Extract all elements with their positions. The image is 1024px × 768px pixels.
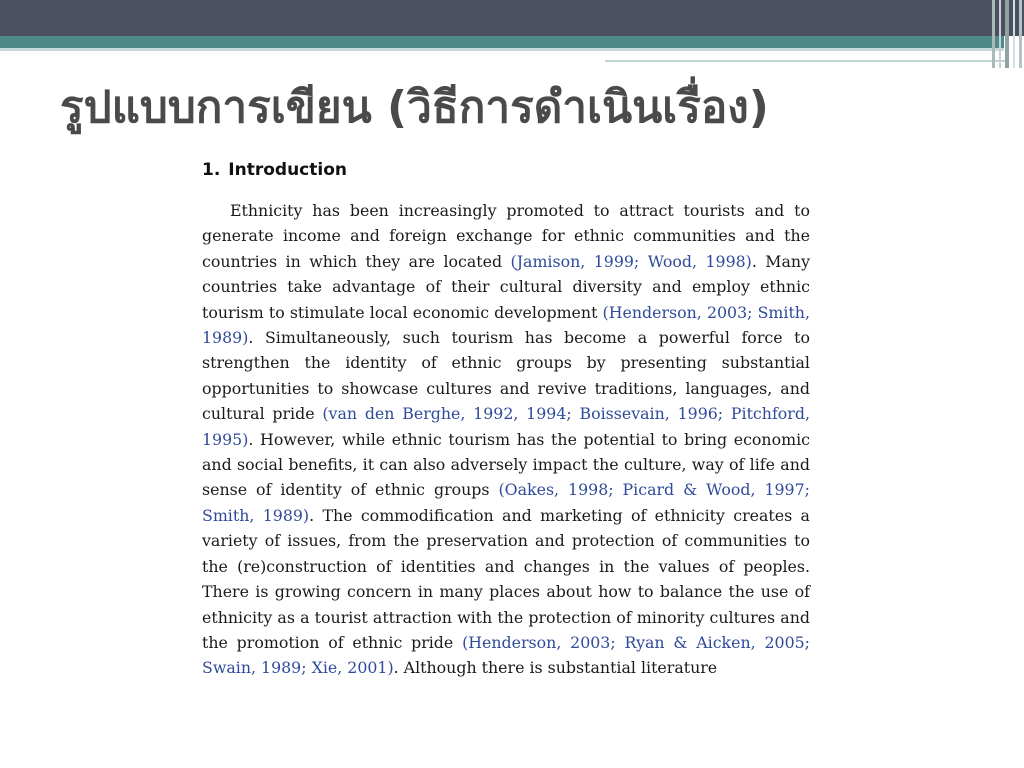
body-text-run: . Many countries take advantage of their cultural diversity and employ ethnic tourism to stimulate local economic development [202, 251, 811, 322]
intro-paragraph [202, 198, 810, 681]
slide-accent-line [0, 48, 1004, 51]
slide-accent-bar [0, 36, 1004, 48]
citation[interactable]: (Henderson, 2003; Ryan & Aicken, 2005; Swain, 1989; Xie, 2001) [202, 632, 810, 678]
section-heading [202, 160, 810, 180]
slide-accent-line-short [605, 60, 1005, 62]
body-text-run: Ethnicity has been increasingly promoted to attract tourists and to generate income and foreign exchange for ethnic communities and the countries in which they are located [202, 201, 810, 271]
body-text-run: . Although there is substantial literature [393, 658, 718, 678]
citation[interactable]: (Henderson, 2003; Smith, 1989) [202, 302, 810, 348]
decorative-stripes [990, 0, 1024, 68]
section-title: Introduction [228, 160, 347, 180]
body-text-run: . Simultaneously, such tourism has become a powerful force to strengthen the identity of ethnic groups by presenting substantial opportunities to showcase cultures and revive traditions, languages, and cultural pride [202, 328, 810, 424]
citation[interactable]: (Jamison, 1999; Wood, 1998) [510, 251, 752, 271]
citation[interactable]: (Oakes, 1998; Picard & Wood, 1997; Smith, 1989) [202, 480, 810, 525]
citation[interactable]: (van den Berghe, 1992, 1994; Boissevain, 1996; Pitchford, 1995) [202, 404, 810, 449]
slide-header-bar [0, 0, 1024, 36]
section-number: 1. [202, 160, 221, 180]
slide-title: รูปแบบการเขียน (วิธีการดำเนินเรื่อง) [60, 82, 769, 133]
body-text-run: . However, while ethnic tourism has the potential to bring economic and social benefits, it can also adversely impact the culture, way of life and sense of identity of ethnic groups [202, 429, 810, 500]
body-text-run: . The commodification and marketing of ethnicity creates a variety of issues, from the preservation and protection of communities to the (re)construction of identities and changes in the values of peoples. There is growing concern in many places about how to balance the use of ethnicity as a tourist attraction with the protection of minority cultures and the promotion of ethnic pride [202, 505, 810, 652]
paper-excerpt [202, 160, 810, 681]
